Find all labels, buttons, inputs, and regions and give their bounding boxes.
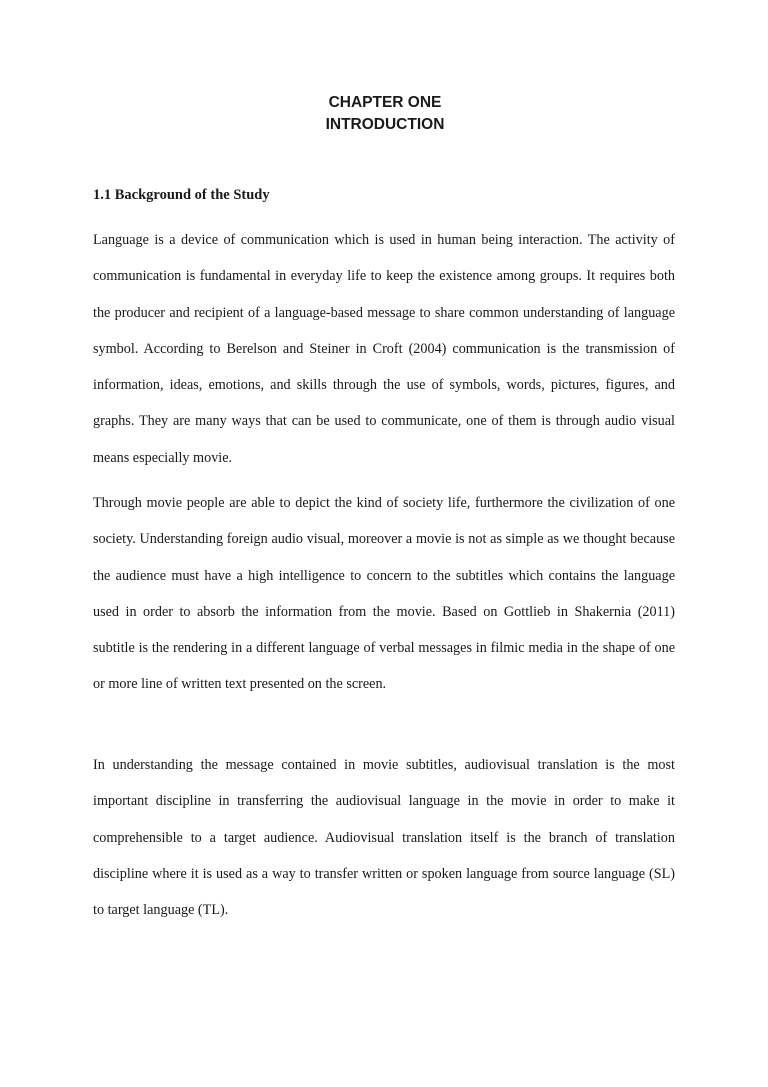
- chapter-title: INTRODUCTION: [325, 116, 445, 133]
- paragraph-1: Language is a device of communication which is used in human being interaction. The activity of communication is fundamental in everyday life to keep the existence among groups. It requires both the producer and recipient of a language-based message to share common understanding of language symbol. According to Berelson and Steiner in Croft (2004) communication is the transmission of information, ideas, emotions, and skills through the use of symbols, words, pictures, figures, and graphs. They are many ways that can be used to communicate, one of them is through audio visual means especially movie.: [93, 232, 675, 466]
- chapter-number: CHAPTER ONE: [328, 94, 442, 111]
- section-title: 1.1 Background of the Study: [93, 187, 270, 203]
- chapter-heading: [0, 92, 768, 136]
- paragraph-2: Through movie people are able to depict the kind of society life, furthermore the civilization of one society. Understanding foreign audio visual, moreover a movie is not as simple as we thought because the audience must have a high intelligence to concern to the subtitles which contains the language used in order to absorb the information from the movie. Based on Gottlieb in Shakernia (2011) subtitle is the rendering in a different language of verbal messages in filmic media in the shape of one or more line of written text presented on the screen.: [93, 495, 675, 693]
- paragraph-3: In understanding the message contained in movie subtitles, audiovisual translation is the most important discipline in transferring the audiovisual language in the movie in order to make it comprehensible to a target audience. Audiovisual translation itself is the branch of translation discipline where it is used as a way to transfer written or spoken language from source language (SL) to target language (TL).: [93, 757, 675, 919]
